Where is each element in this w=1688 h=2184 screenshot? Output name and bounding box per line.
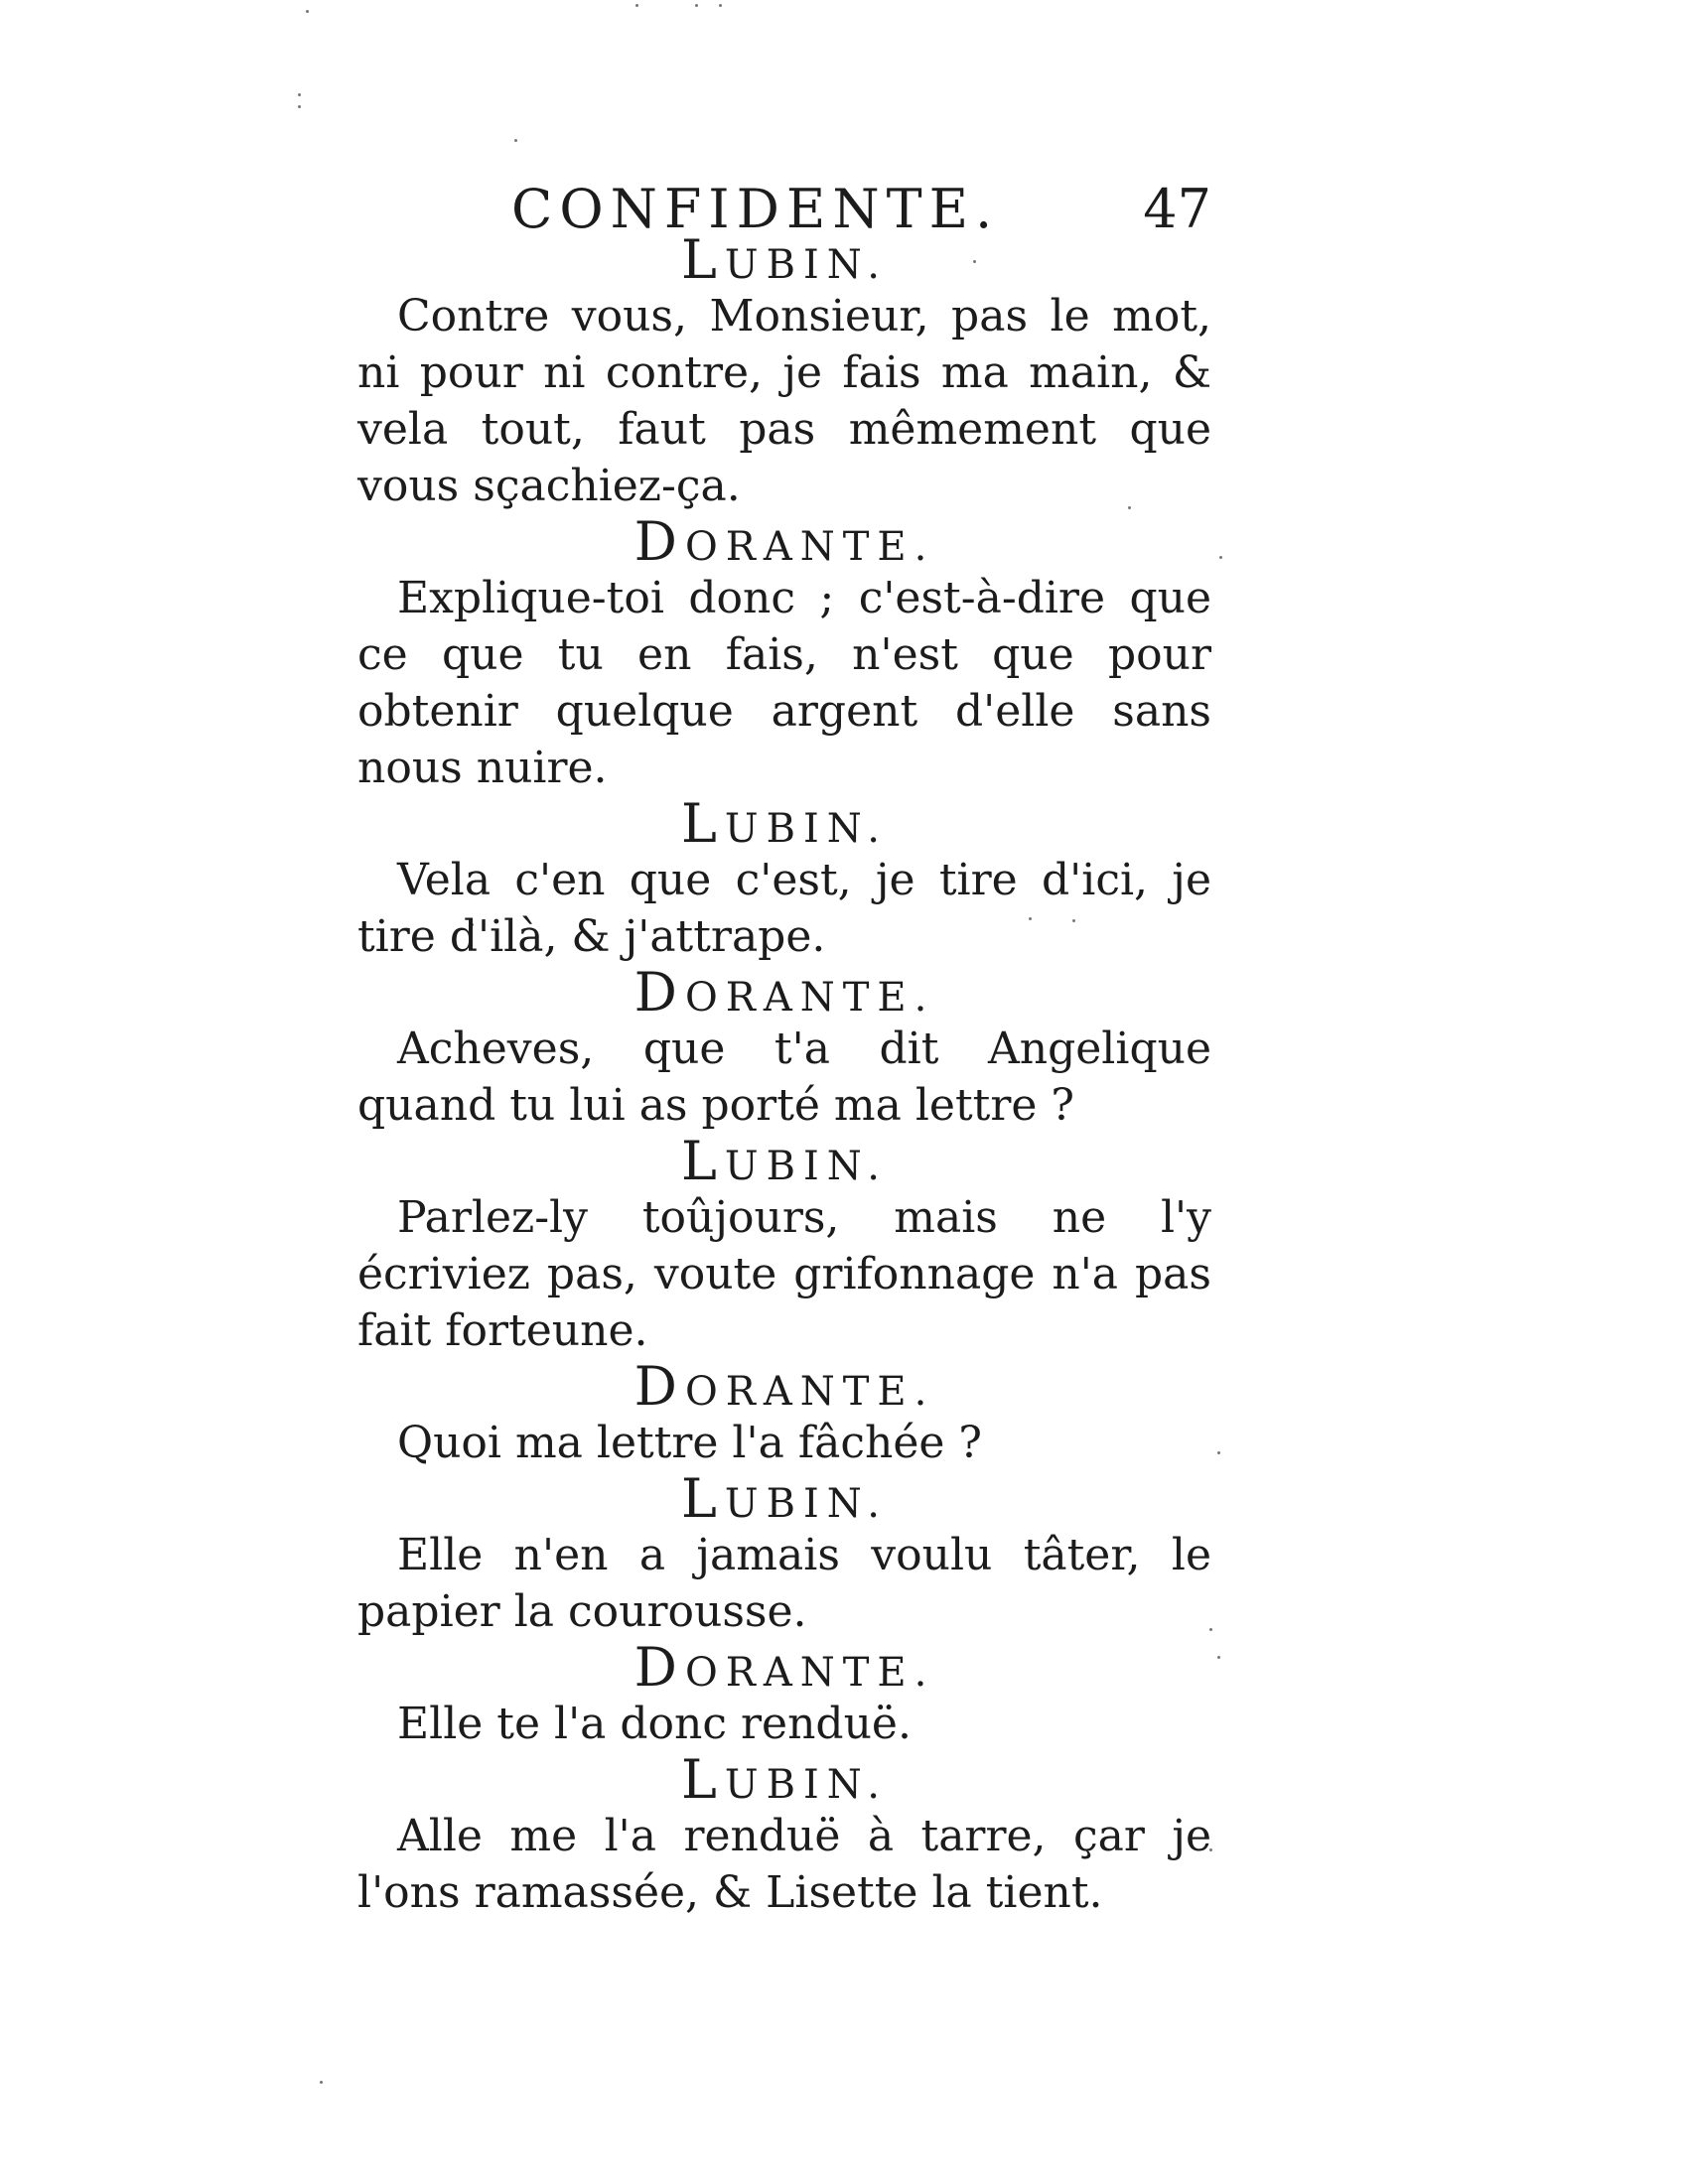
scan-speck [320,2081,323,2084]
speaker-rest: UBIN. [724,1762,888,1808]
scan-speck [695,4,698,7]
speech: Parlez-ly toûjours, mais ne l'y écriviez pas, voute grifonnage n'a pas fait forteune. [357,1192,1211,1356]
scan-speck [719,4,722,7]
speaker-rest: UBIN. [724,242,888,288]
speaker-rest: ORANTE. [684,524,935,570]
running-title: CONFIDENTE. [511,178,1000,240]
scan-speck [1217,1451,1220,1454]
speech: Quoi ma lettre l'a fâchée ? [397,1418,982,1468]
speaker-name [357,1636,1211,1699]
speaker-name [357,228,1211,291]
speaker-name [357,1467,1211,1530]
speaker-name [357,510,1211,573]
scan-speck [514,139,517,142]
speaker-name [357,792,1211,855]
speech: Acheves, que t'a dit Angelique quand tu lui as porté ma lettre ? [357,1024,1211,1131]
scan-speck [1217,1656,1220,1659]
speaker-name [357,1130,1211,1192]
speaker-rest: UBIN. [724,1144,888,1189]
speech: Elle te l'a donc renduë. [397,1699,912,1749]
speaker-rest: UBIN. [724,806,888,852]
speaker-initial: L [681,1467,725,1530]
speaker-initial: D [633,1636,685,1699]
page-number: 47 [1143,178,1211,240]
speaker-name [357,1355,1211,1418]
speaker-initial: D [633,1355,685,1418]
speech: Elle n'en a jamais voulu tâter, le papier la courousse. [357,1530,1211,1637]
speaker-initial: L [681,1130,725,1192]
scan-speck [1219,556,1222,559]
dialogue-text [357,228,1211,1921]
speaker-initial: L [681,1748,725,1811]
speaker-initial: D [633,961,685,1024]
speaker-rest: ORANTE. [684,975,935,1021]
speaker-rest: ORANTE. [684,1369,935,1415]
speaker-name [357,961,1211,1024]
speaker-initial: D [633,510,685,573]
scan-speck [635,4,638,7]
scan-speck [298,93,301,96]
scan-speck [306,10,309,13]
speech: Alle me l'a renduë à tarre, çar je l'ons ramassée, & Lisette la tient. [357,1811,1211,1918]
speech: Vela c'en que c'est, je tire d'ici, je tire d'ilà, & j'attrape. [357,855,1211,962]
speech: Explique-toi donc ; c'est-à-dire que ce que tu en fais, n'est que pour obtenir quelque argent d'elle sans nous nuire. [357,573,1211,793]
speech: Contre vous, Monsieur, pas le mot, ni pour ni contre, je fais ma main, & vela tout, faut pas mêmement que vous sçachiez-ça. [357,291,1211,511]
speaker-initial: L [681,228,725,291]
scan-speck [298,105,301,108]
speaker-name [357,1748,1211,1811]
speaker-initial: L [681,792,725,855]
speaker-rest: UBIN. [724,1481,888,1527]
speaker-rest: ORANTE. [684,1650,935,1696]
